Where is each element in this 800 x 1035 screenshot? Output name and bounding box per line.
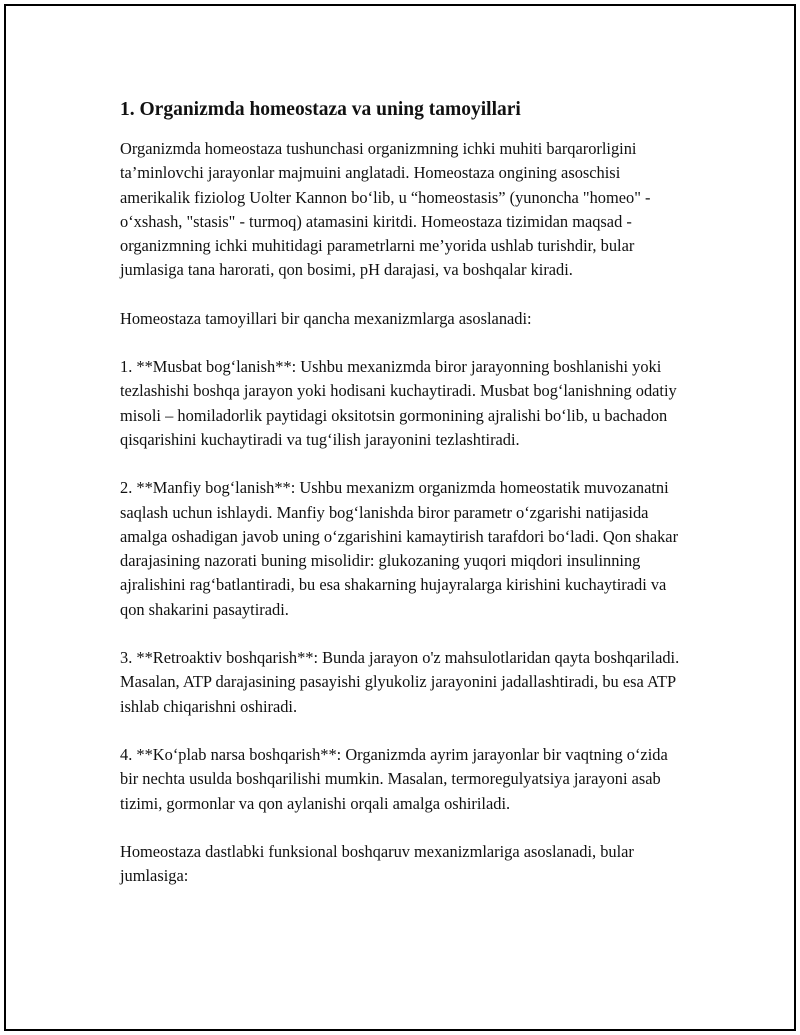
negative-feedback-paragraph: 2. **Manfiy bog‘lanish**: Ushbu mexanizm organizmda homeostatik muvozanatni saqlash uchun ishlaydi. Manfiy bog‘lanishda biror parametr o‘zgarishi natijasida amalga oshadigan javob uning o‘zgarishini kamaytirish tarafdori bo‘ladi. Qon shakar darajasining nazorati buning misolidir: glukozaning yuqori miqdori insulinning ajralishini rag‘batlantiradi, bu esa shakarning hujayralarga kirishini kuchaytiradi va qon shakarini pasaytiradi. [120,478,679,619]
retroactive-control-paragraph: 3. **Retroaktiv boshqarish**: Bunda jarayon o'z mahsulotlaridan qayta boshqariladi. Masalan, ATP darajasining pasayishi glyukoliz jarayonini jadallashtiradi, bu esa ATP ishlab chiqarishni oshiradi. [120,648,680,716]
intro-paragraph: Organizmda homeostaza tushunchasi organizmning ichki muhiti barqarorligini ta’minlovchi jarayonlar majmuini anglatadi. Homeostaza ongining asoschisi amerikalik fiziolog Uolter Kannon bo‘lib, u “homeostasis” (yunoncha "homeo" - o‘xshash, "stasis" - turmoq) atamasini kiritdi. Homeostaza tizimidan maqsad - organizmning ichki muhitidagi parametrlarni me’yorida ushlab turishdir, bular jumlasiga tana harorati, qon bosimi, pH darajasi, va boshqalar kiradi. [120,139,651,280]
multiple-control-paragraph: 4. **Ko‘plab narsa boshqarish**: Organizmda ayrim jarayonlar bir vaqtning o‘zida bir nechta usulda boshqarilishi mumkin. Masalan, termoregulyatsiya jarayoni asab tizimi, gormonlar va qon aylanishi orqali amalga oshiriladi. [120,744,668,813]
positive-feedback-paragraph: 1. **Musbat bog‘lanish**: Ushbu mexanizmda biror jarayonning boshlanishi yoki tezlashishi boshqa jarayon yoki hodisani kuchaytiradi. Musbat bog‘lanishning odatiy misoli – homiladorlik paytidagi oksitotsin gormonining ajralishi bo‘lib, u bachadon qisqarishini kuchaytiradi va tug‘ilish jarayonini tezlashtiradi. [120,357,677,449]
principles-intro-paragraph: Homeostaza tamoyillari bir qancha mexanizmlarga asoslanadi: [120,308,532,328]
section-heading: 1. Organizmda homeostaza va uning tamoyillari [120,99,521,120]
closing-paragraph: Homeostaza dastlabki funksional boshqaruv mexanizmlariga asoslanadi, bular jumlasiga: [120,841,634,886]
document-body [120,96,690,912]
document-page [4,4,796,1031]
